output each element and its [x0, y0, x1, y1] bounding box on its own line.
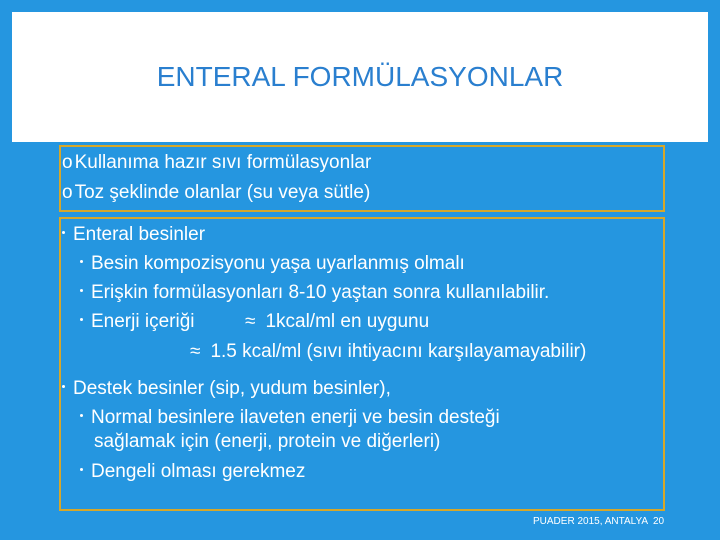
energy-value-1	[245, 311, 429, 333]
list-item	[80, 407, 500, 429]
footer-text: PUADER 2015, ANTALYA	[533, 516, 649, 527]
list-item	[80, 311, 194, 333]
bullet-dot-icon	[80, 289, 83, 292]
circle-bullet-icon: o	[62, 152, 73, 173]
list-item-text: Dengeli olması gerekmez	[91, 461, 306, 482]
enteral-heading: Enteral besinler	[73, 224, 206, 245]
list-item-continuation: sağlamak için (enerji, protein ve diğerleri)	[94, 431, 441, 452]
bullet-dot-icon	[80, 318, 83, 321]
energy-value-text: 1kcal/ml en uygunu	[265, 311, 430, 332]
list-item	[80, 282, 549, 304]
approx-symbol: ≈	[245, 311, 256, 332]
list-item	[62, 378, 391, 400]
list-item	[62, 224, 205, 246]
list-item-text: Kullanıma hazır sıvı formülasyonlar	[74, 152, 372, 173]
bullet-dot-icon	[80, 260, 83, 263]
energy-value-2	[190, 341, 586, 363]
list-item	[80, 253, 465, 275]
title-band	[12, 12, 708, 142]
bullet-dot-icon	[80, 414, 83, 417]
list-item	[62, 152, 371, 174]
list-item-text: Erişkin formülasyonları 8-10 yaştan sonra kullanılabilir.	[91, 282, 550, 303]
list-item-text: Toz şeklinde olanlar (su veya sütle)	[74, 182, 371, 203]
list-item-text: Normal besinlere ilaveten enerji ve besin desteği	[91, 407, 500, 428]
energy-value-text: 1.5 kcal/ml (sıvı ihtiyacını karşılayamayabilir)	[210, 341, 587, 362]
list-item	[80, 461, 305, 483]
circle-bullet-icon: o	[62, 182, 73, 203]
list-item-text: Besin kompozisyonu yaşa uyarlanmış olmalı	[91, 253, 465, 274]
approx-symbol: ≈	[190, 341, 201, 362]
destek-heading: Destek besinler (sip, yudum besinler),	[73, 378, 391, 399]
bullet-dot-icon	[62, 231, 65, 234]
bullet-dot-icon	[62, 385, 65, 388]
page-number: 20	[653, 516, 665, 527]
list-item-text: Enerji içeriği	[91, 311, 195, 332]
bullet-dot-icon	[80, 468, 83, 471]
slide-title: ENTERAL FORMÜLASYONLAR	[156, 61, 564, 92]
list-item	[62, 182, 370, 204]
